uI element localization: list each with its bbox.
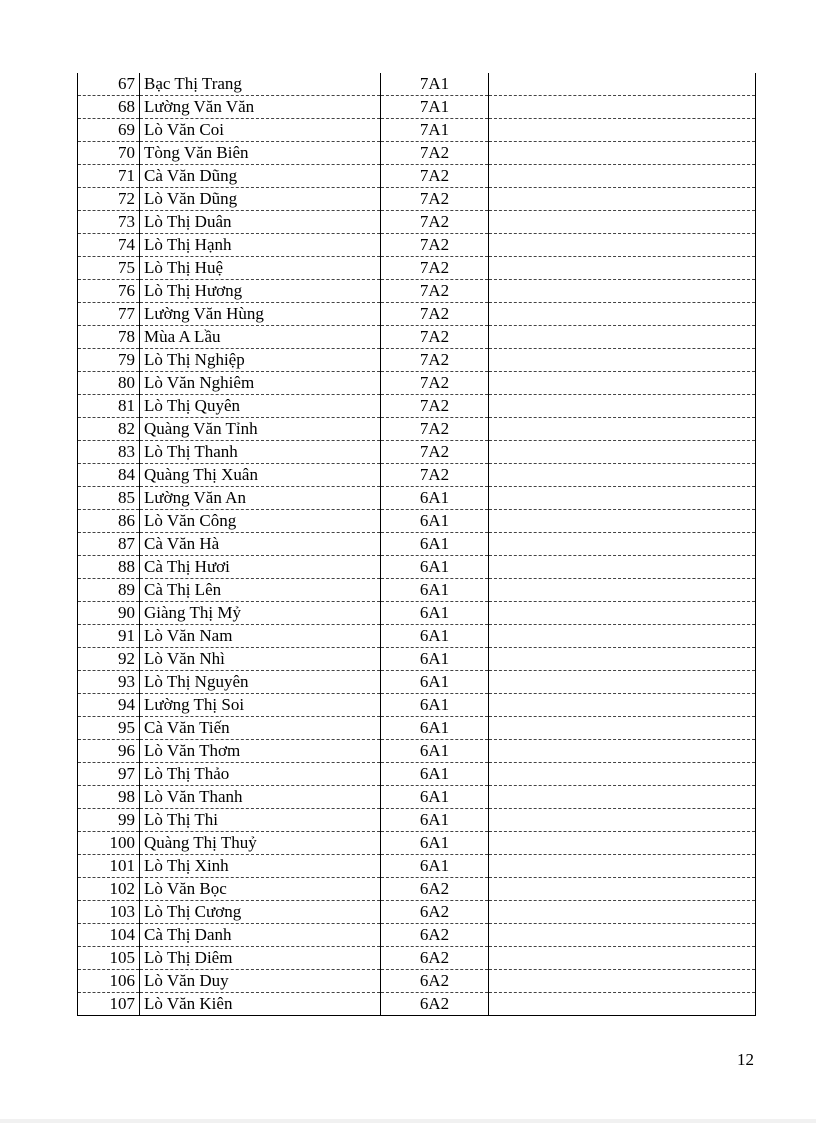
table-row <box>78 740 756 763</box>
table-row <box>78 372 756 395</box>
class-cell: 7A2 <box>381 303 489 326</box>
table-row <box>78 809 756 832</box>
class-cell: 7A2 <box>381 280 489 303</box>
page-bottom-edge <box>0 1119 816 1123</box>
note-cell <box>489 694 756 717</box>
note-cell <box>489 372 756 395</box>
row-number-cell: 82 <box>78 418 140 441</box>
table-row <box>78 625 756 648</box>
table-row <box>78 993 756 1016</box>
class-cell: 7A2 <box>381 165 489 188</box>
class-cell: 6A1 <box>381 832 489 855</box>
class-cell: 7A2 <box>381 188 489 211</box>
note-cell <box>489 924 756 947</box>
table-row <box>78 901 756 924</box>
row-number-cell: 92 <box>78 648 140 671</box>
class-cell: 7A2 <box>381 395 489 418</box>
student-roster-table <box>77 73 756 1016</box>
student-name-cell: Lò Văn Nhì <box>140 648 381 671</box>
class-cell: 7A2 <box>381 349 489 372</box>
student-name-cell: Cà Văn Hà <box>140 533 381 556</box>
student-name-cell: Lò Văn Thơm <box>140 740 381 763</box>
class-cell: 6A1 <box>381 717 489 740</box>
student-name-cell: Lò Văn Bọc <box>140 878 381 901</box>
note-cell <box>489 809 756 832</box>
note-cell <box>489 533 756 556</box>
table-row <box>78 556 756 579</box>
row-number-cell: 99 <box>78 809 140 832</box>
table-row <box>78 763 756 786</box>
note-cell <box>489 234 756 257</box>
table-row <box>78 648 756 671</box>
row-number-cell: 84 <box>78 464 140 487</box>
table-row <box>78 855 756 878</box>
table-row <box>78 326 756 349</box>
table-row <box>78 924 756 947</box>
table-row <box>78 280 756 303</box>
row-number-cell: 78 <box>78 326 140 349</box>
row-number-cell: 71 <box>78 165 140 188</box>
row-number-cell: 91 <box>78 625 140 648</box>
note-cell <box>489 487 756 510</box>
row-number-cell: 90 <box>78 602 140 625</box>
table-row <box>78 510 756 533</box>
student-name-cell: Tòng Văn Biên <box>140 142 381 165</box>
table-row <box>78 602 756 625</box>
note-cell <box>489 73 756 96</box>
class-cell: 7A2 <box>381 326 489 349</box>
student-name-cell: Lường Văn An <box>140 487 381 510</box>
row-number-cell: 86 <box>78 510 140 533</box>
note-cell <box>489 648 756 671</box>
table-row <box>78 349 756 372</box>
row-number-cell: 81 <box>78 395 140 418</box>
class-cell: 7A2 <box>381 211 489 234</box>
class-cell: 6A1 <box>381 671 489 694</box>
class-cell: 7A2 <box>381 464 489 487</box>
student-name-cell: Lò Văn Coi <box>140 119 381 142</box>
row-number-cell: 97 <box>78 763 140 786</box>
table-row <box>78 533 756 556</box>
row-number-cell: 106 <box>78 970 140 993</box>
class-cell: 6A1 <box>381 740 489 763</box>
student-name-cell: Cà Thị Lên <box>140 579 381 602</box>
row-number-cell: 103 <box>78 901 140 924</box>
page-number: 12 <box>737 1050 754 1069</box>
note-cell <box>489 326 756 349</box>
student-name-cell: Giàng Thị Mỷ <box>140 602 381 625</box>
student-name-cell: Cà Văn Dũng <box>140 165 381 188</box>
table-row <box>78 878 756 901</box>
row-number-cell: 94 <box>78 694 140 717</box>
student-name-cell: Lò Thị Huệ <box>140 257 381 280</box>
student-name-cell: Lò Thị Hương <box>140 280 381 303</box>
table-row <box>78 671 756 694</box>
student-name-cell: Lường Thị Soi <box>140 694 381 717</box>
student-name-cell: Cà Thị Hươi <box>140 556 381 579</box>
row-number-cell: 67 <box>78 73 140 96</box>
table-row <box>78 257 756 280</box>
student-name-cell: Bạc Thị Trang <box>140 73 381 96</box>
class-cell: 7A2 <box>381 257 489 280</box>
row-number-cell: 107 <box>78 993 140 1016</box>
row-number-cell: 88 <box>78 556 140 579</box>
row-number-cell: 80 <box>78 372 140 395</box>
table-row <box>78 211 756 234</box>
student-name-cell: Lò Văn Nam <box>140 625 381 648</box>
table-row <box>78 96 756 119</box>
note-cell <box>489 993 756 1016</box>
student-name-cell: Lò Thị Thảo <box>140 763 381 786</box>
table-row <box>78 418 756 441</box>
student-name-cell: Lò Thị Cương <box>140 901 381 924</box>
note-cell <box>489 303 756 326</box>
note-cell <box>489 832 756 855</box>
table-row <box>78 441 756 464</box>
roster-body <box>78 73 756 1016</box>
class-cell: 6A1 <box>381 602 489 625</box>
row-number-cell: 87 <box>78 533 140 556</box>
student-name-cell: Lò Văn Nghiêm <box>140 372 381 395</box>
table-row <box>78 303 756 326</box>
row-number-cell: 85 <box>78 487 140 510</box>
student-name-cell: Lò Thị Nguyên <box>140 671 381 694</box>
class-cell: 6A1 <box>381 487 489 510</box>
row-number-cell: 102 <box>78 878 140 901</box>
note-cell <box>489 418 756 441</box>
table-row <box>78 395 756 418</box>
table-row <box>78 579 756 602</box>
student-name-cell: Lò Thị Xinh <box>140 855 381 878</box>
class-cell: 6A1 <box>381 625 489 648</box>
table-row <box>78 142 756 165</box>
student-name-cell: Lò Văn Công <box>140 510 381 533</box>
note-cell <box>489 740 756 763</box>
note-cell <box>489 441 756 464</box>
row-number-cell: 69 <box>78 119 140 142</box>
class-cell: 6A1 <box>381 510 489 533</box>
note-cell <box>489 188 756 211</box>
student-name-cell: Quàng Thị Xuân <box>140 464 381 487</box>
table-row <box>78 947 756 970</box>
student-name-cell: Cà Văn Tiến <box>140 717 381 740</box>
class-cell: 6A2 <box>381 901 489 924</box>
class-cell: 7A2 <box>381 234 489 257</box>
table-row <box>78 234 756 257</box>
note-cell <box>489 257 756 280</box>
student-name-cell: Lò Văn Dũng <box>140 188 381 211</box>
note-cell <box>489 855 756 878</box>
row-number-cell: 105 <box>78 947 140 970</box>
class-cell: 6A1 <box>381 579 489 602</box>
note-cell <box>489 280 756 303</box>
table-row <box>78 694 756 717</box>
class-cell: 6A1 <box>381 809 489 832</box>
note-cell <box>489 579 756 602</box>
note-cell <box>489 970 756 993</box>
row-number-cell: 77 <box>78 303 140 326</box>
row-number-cell: 74 <box>78 234 140 257</box>
student-name-cell: Lò Thị Duân <box>140 211 381 234</box>
class-cell: 6A1 <box>381 855 489 878</box>
student-name-cell: Lò Văn Kiên <box>140 993 381 1016</box>
class-cell: 7A2 <box>381 142 489 165</box>
student-name-cell: Lường Văn Văn <box>140 96 381 119</box>
student-name-cell: Quàng Thị Thuỷ <box>140 832 381 855</box>
class-cell: 6A2 <box>381 970 489 993</box>
note-cell <box>489 556 756 579</box>
row-number-cell: 100 <box>78 832 140 855</box>
class-cell: 7A2 <box>381 441 489 464</box>
row-number-cell: 96 <box>78 740 140 763</box>
class-cell: 6A1 <box>381 533 489 556</box>
student-name-cell: Lò Thị Nghiệp <box>140 349 381 372</box>
note-cell <box>489 142 756 165</box>
student-name-cell: Lò Văn Thanh <box>140 786 381 809</box>
note-cell <box>489 717 756 740</box>
note-cell <box>489 464 756 487</box>
note-cell <box>489 947 756 970</box>
student-name-cell: Lò Thị Hạnh <box>140 234 381 257</box>
student-name-cell: Mùa A Lầu <box>140 326 381 349</box>
class-cell: 6A1 <box>381 648 489 671</box>
row-number-cell: 72 <box>78 188 140 211</box>
row-number-cell: 93 <box>78 671 140 694</box>
table-row <box>78 119 756 142</box>
row-number-cell: 104 <box>78 924 140 947</box>
row-number-cell: 83 <box>78 441 140 464</box>
row-number-cell: 98 <box>78 786 140 809</box>
class-cell: 7A2 <box>381 418 489 441</box>
class-cell: 7A1 <box>381 73 489 96</box>
note-cell <box>489 901 756 924</box>
student-name-cell: Lò Thị Thi <box>140 809 381 832</box>
note-cell <box>489 211 756 234</box>
class-cell: 6A1 <box>381 786 489 809</box>
table-row <box>78 717 756 740</box>
row-number-cell: 95 <box>78 717 140 740</box>
table-row <box>78 970 756 993</box>
row-number-cell: 70 <box>78 142 140 165</box>
class-cell: 6A2 <box>381 947 489 970</box>
note-cell <box>489 671 756 694</box>
class-cell: 6A2 <box>381 924 489 947</box>
class-cell: 6A1 <box>381 694 489 717</box>
table-row <box>78 188 756 211</box>
row-number-cell: 76 <box>78 280 140 303</box>
row-number-cell: 75 <box>78 257 140 280</box>
class-cell: 7A1 <box>381 96 489 119</box>
note-cell <box>489 119 756 142</box>
row-number-cell: 79 <box>78 349 140 372</box>
note-cell <box>489 763 756 786</box>
class-cell: 6A2 <box>381 993 489 1016</box>
class-cell: 6A1 <box>381 763 489 786</box>
table-row <box>78 832 756 855</box>
row-number-cell: 73 <box>78 211 140 234</box>
student-name-cell: Cà Thị Danh <box>140 924 381 947</box>
row-number-cell: 89 <box>78 579 140 602</box>
table-row <box>78 165 756 188</box>
class-cell: 6A1 <box>381 556 489 579</box>
student-name-cell: Lò Thị Diêm <box>140 947 381 970</box>
class-cell: 7A1 <box>381 119 489 142</box>
note-cell <box>489 878 756 901</box>
row-number-cell: 101 <box>78 855 140 878</box>
student-name-cell: Lò Thị Thanh <box>140 441 381 464</box>
class-cell: 7A2 <box>381 372 489 395</box>
table-row <box>78 487 756 510</box>
student-name-cell: Lò Thị Quyên <box>140 395 381 418</box>
note-cell <box>489 395 756 418</box>
student-name-cell: Lường Văn Hùng <box>140 303 381 326</box>
student-name-cell: Lò Văn Duy <box>140 970 381 993</box>
note-cell <box>489 349 756 372</box>
student-name-cell: Quàng Văn Tỉnh <box>140 418 381 441</box>
note-cell <box>489 96 756 119</box>
note-cell <box>489 510 756 533</box>
note-cell <box>489 602 756 625</box>
table-row <box>78 73 756 96</box>
table-row <box>78 464 756 487</box>
row-number-cell: 68 <box>78 96 140 119</box>
class-cell: 6A2 <box>381 878 489 901</box>
table-row <box>78 786 756 809</box>
note-cell <box>489 786 756 809</box>
note-cell <box>489 625 756 648</box>
note-cell <box>489 165 756 188</box>
